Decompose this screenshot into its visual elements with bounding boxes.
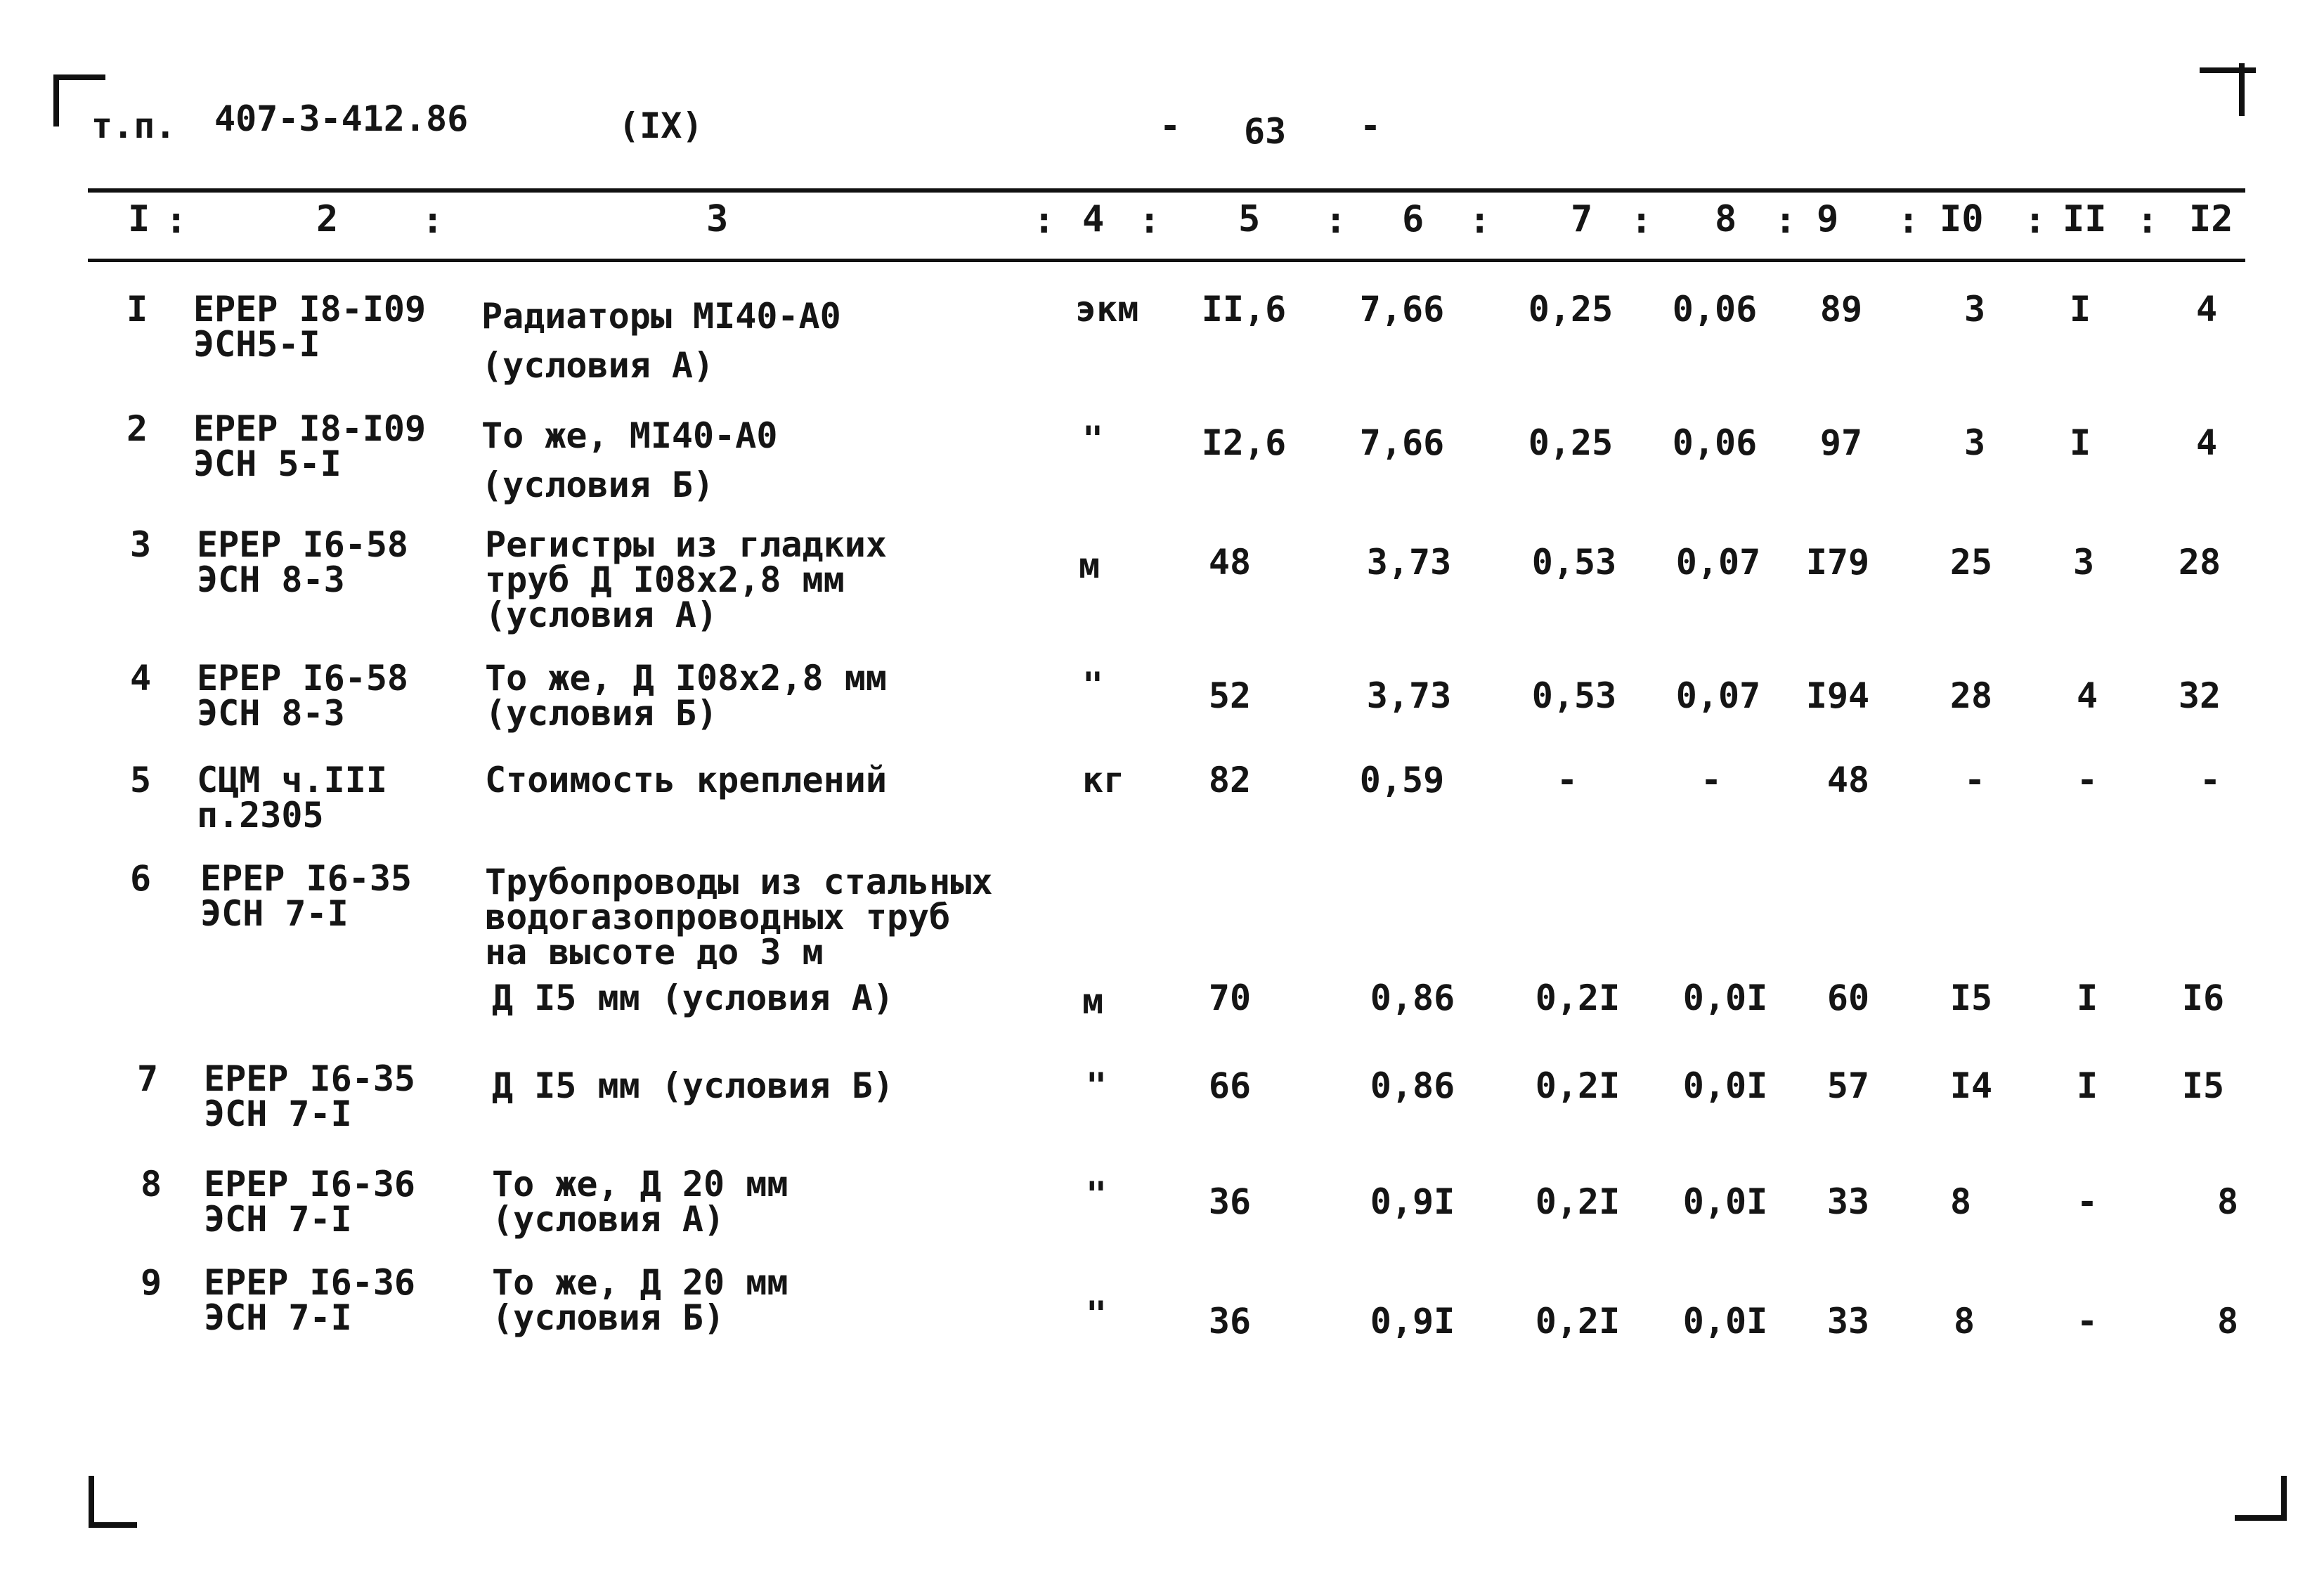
value-col8: 0,06 <box>1672 422 1758 463</box>
column-separator: : <box>422 200 444 242</box>
work-description: Регистры из гладких труб Д I08х2,8 мм (условия А) <box>485 524 887 635</box>
value-col10: I5 <box>1949 978 1993 1018</box>
norm-code: ЕРЕР I6-36 ЭСН 7-I <box>204 1164 416 1240</box>
quantity: 82 <box>1208 760 1252 800</box>
column-separator: : <box>1630 200 1653 242</box>
unit: " <box>1086 1174 1108 1215</box>
norm-code: ЕРЕР I6-58 ЭСН 8-3 <box>197 658 409 734</box>
value-col11: - <box>2076 760 2098 800</box>
value-col7: 0,2I <box>1535 978 1621 1018</box>
value-col9: 89 <box>1819 289 1863 330</box>
column-separator: : <box>1325 200 1347 242</box>
value-col9: 97 <box>1819 422 1863 463</box>
value-col11: 3 <box>2072 542 2095 583</box>
value-col11: 4 <box>2076 675 2098 716</box>
value-col6: 0,86 <box>1370 1065 1455 1106</box>
row-number: 9 <box>141 1262 162 1303</box>
value-col10: 25 <box>1949 542 1993 583</box>
value-col11: I <box>2069 422 2091 463</box>
value-col7: 0,2I <box>1535 1065 1621 1106</box>
value-col10: I4 <box>1949 1065 1993 1106</box>
unit: экм <box>1075 289 1139 330</box>
column-separator: : <box>1033 200 1056 242</box>
work-description: То же, Д 20 мм (условия Б) <box>492 1262 788 1338</box>
value-col10: 3 <box>1963 289 1986 330</box>
value-col8: 0,0I <box>1682 1065 1768 1106</box>
unit: м <box>1082 981 1104 1022</box>
page-header <box>0 0 2324 183</box>
column-separator: : <box>2136 200 2159 242</box>
value-col11: - <box>2076 1301 2098 1342</box>
quantity: 70 <box>1208 978 1252 1018</box>
norm-code: ЕРЕР I6-36 ЭСН 7-I <box>204 1262 416 1338</box>
value-col10: 3 <box>1963 422 1986 463</box>
unit: " <box>1082 419 1104 460</box>
value-col6: 3,73 <box>1366 675 1452 716</box>
value-col9: I79 <box>1805 542 1870 583</box>
row-number: 5 <box>130 760 152 800</box>
norm-code: ЕРЕР I6-35 ЭСН 7-I <box>200 858 413 934</box>
value-col7: 0,25 <box>1528 422 1614 463</box>
column-header: 2 <box>316 198 339 240</box>
norm-code: ЕРЕР I8-I09 ЭСН 5-I <box>193 408 427 484</box>
value-col12: 32 <box>2178 675 2221 716</box>
column-header: 6 <box>1402 198 1424 240</box>
value-col8: 0,07 <box>1675 542 1761 583</box>
work-description: Д I5 мм (условия А) <box>492 978 894 1018</box>
work-description: То же, Д I08х2,8 мм (условия Б) <box>485 658 887 734</box>
column-header: I2 <box>2189 198 2233 240</box>
value-col6: 0,59 <box>1359 760 1445 800</box>
doc-prefix: т.п. <box>91 105 176 146</box>
value-col8: 0,07 <box>1675 675 1761 716</box>
value-col11: - <box>2076 1181 2098 1222</box>
value-col8: 0,06 <box>1672 289 1758 330</box>
value-col9: I94 <box>1805 675 1870 716</box>
value-col12: 4 <box>2195 422 2218 463</box>
column-header: 5 <box>1238 198 1261 240</box>
quantity: 36 <box>1208 1181 1252 1222</box>
value-col6: 7,66 <box>1359 289 1445 330</box>
volume-number: (IX) <box>618 105 703 146</box>
value-col6: 0,9I <box>1370 1181 1455 1222</box>
page-number: 63 <box>1244 111 1287 152</box>
value-col11: I <box>2069 289 2091 330</box>
column-header: 3 <box>706 198 729 240</box>
column-header: 7 <box>1571 198 1593 240</box>
value-col10: - <box>1963 760 1986 800</box>
column-header: 9 <box>1817 198 1839 240</box>
row-number: 4 <box>130 658 152 699</box>
work-description: Д I5 мм (условия Б) <box>492 1065 894 1106</box>
column-separator: : <box>1774 200 1797 242</box>
row-number: I <box>126 289 148 330</box>
norm-code: ЕРЕР I8-I09 ЭСН5-I <box>193 289 427 365</box>
column-separator: : <box>165 200 188 242</box>
value-col12: I5 <box>2181 1065 2225 1106</box>
value-col6: 3,73 <box>1366 542 1452 583</box>
value-col12: 28 <box>2178 542 2221 583</box>
value-col8: 0,0I <box>1682 1181 1768 1222</box>
value-col12: I6 <box>2181 978 2225 1018</box>
row-number: 3 <box>130 524 152 565</box>
work-description: Трубопроводы из стальных водогазопроводных труб на высоте до 3 м <box>485 862 993 973</box>
column-separator: : <box>1897 200 1920 242</box>
column-separator: : <box>1138 200 1161 242</box>
column-header: I <box>128 198 150 240</box>
value-col10: 28 <box>1949 675 1993 716</box>
unit: " <box>1086 1294 1108 1335</box>
work-description: То же, Д 20 мм (условия А) <box>492 1164 788 1240</box>
quantity: 48 <box>1208 542 1252 583</box>
value-col7: 0,2I <box>1535 1301 1621 1342</box>
value-col7: 0,53 <box>1531 675 1617 716</box>
norm-code: СЦМ ч.III п.2305 <box>197 760 387 836</box>
column-header: 4 <box>1082 198 1105 240</box>
value-col8: 0,0I <box>1682 978 1768 1018</box>
corner-mark-bottom-right <box>2228 1469 2291 1532</box>
value-col12: 8 <box>2216 1301 2239 1342</box>
value-col7: - <box>1556 760 1578 800</box>
row-number: 8 <box>141 1164 162 1205</box>
column-header: I0 <box>1940 198 1984 240</box>
page-dash-left: - <box>1160 105 1181 146</box>
unit: м <box>1079 545 1101 586</box>
value-col12: 4 <box>2195 289 2218 330</box>
work-description: То же, МI40-А0 (условия Б) <box>481 415 778 505</box>
quantity: 66 <box>1208 1065 1252 1106</box>
unit: " <box>1082 665 1104 706</box>
value-col12: 8 <box>2216 1181 2239 1222</box>
value-col7: 0,53 <box>1531 542 1617 583</box>
quantity: 36 <box>1208 1301 1252 1342</box>
value-col9: 33 <box>1826 1301 1870 1342</box>
column-separator: : <box>1469 200 1491 242</box>
column-header: 8 <box>1715 198 1737 240</box>
table-top-rule <box>88 188 2245 193</box>
row-number: 2 <box>126 408 148 449</box>
page-dash-right: - <box>1360 105 1382 146</box>
table-header-rule <box>88 259 2245 262</box>
column-separator: : <box>2024 200 2046 242</box>
row-number: 7 <box>137 1058 159 1099</box>
value-col11: I <box>2076 1065 2098 1106</box>
work-description: Стоимость креплений <box>485 760 887 800</box>
quantity: 52 <box>1208 675 1252 716</box>
doc-code: 407-3-412.86 <box>214 98 469 139</box>
value-col10: 8 <box>1949 1181 1972 1222</box>
value-col7: 0,25 <box>1528 289 1614 330</box>
norm-code: ЕРЕР I6-35 ЭСН 7-I <box>204 1058 416 1134</box>
norm-code: ЕРЕР I6-58 ЭСН 8-3 <box>197 524 409 600</box>
value-col8: - <box>1700 760 1722 800</box>
value-col9: 33 <box>1826 1181 1870 1222</box>
column-header: II <box>2063 198 2107 240</box>
value-col9: 57 <box>1826 1065 1870 1106</box>
quantity: II,6 <box>1201 289 1287 330</box>
value-col12: - <box>2199 760 2221 800</box>
value-col9: 60 <box>1826 978 1870 1018</box>
value-col10: 8 <box>1953 1301 1975 1342</box>
quantity: I2,6 <box>1201 422 1287 463</box>
value-col9: 48 <box>1826 760 1870 800</box>
work-description: Радиаторы МI40-А0 (условия А) <box>481 296 841 386</box>
value-col6: 7,66 <box>1359 422 1445 463</box>
unit: " <box>1086 1065 1108 1106</box>
row-number: 6 <box>130 858 152 899</box>
value-col6: 0,86 <box>1370 978 1455 1018</box>
value-col6: 0,9I <box>1370 1301 1455 1342</box>
unit: кг <box>1082 760 1125 800</box>
value-col11: I <box>2076 978 2098 1018</box>
value-col7: 0,2I <box>1535 1181 1621 1222</box>
corner-mark-bottom-left <box>84 1469 148 1532</box>
value-col8: 0,0I <box>1682 1301 1768 1342</box>
